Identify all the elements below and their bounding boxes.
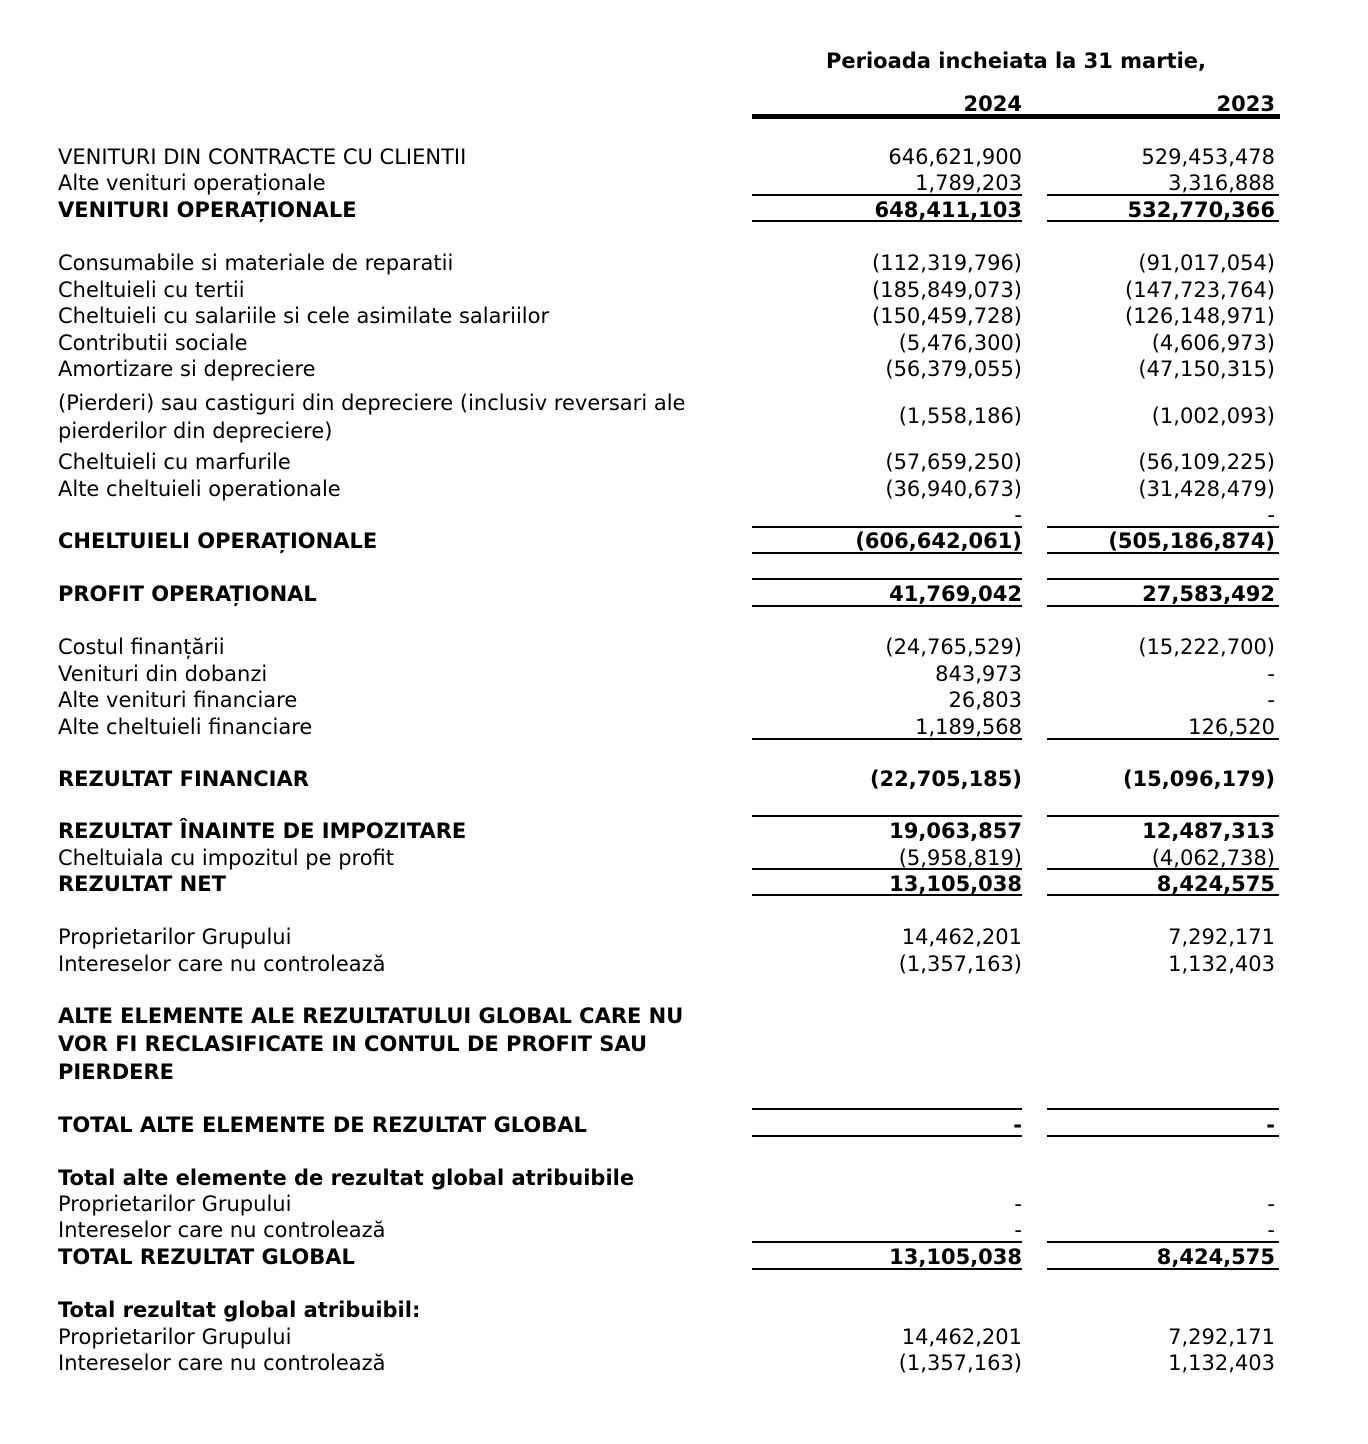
value-2023: 126,520 bbox=[1188, 715, 1275, 739]
row-label: Alte venituri financiare bbox=[58, 688, 298, 712]
value-2024: (24,765,529) bbox=[885, 635, 1022, 659]
rule bbox=[752, 194, 1022, 196]
row-label: Consumabile si materiale de reparatii bbox=[58, 251, 454, 275]
row-label: Alte cheltuieli financiare bbox=[58, 715, 313, 739]
row-label: Costul finanțării bbox=[58, 635, 225, 659]
rule bbox=[752, 1268, 1022, 1270]
rule bbox=[752, 1108, 1022, 1110]
value-2024: 1,189,568 bbox=[915, 715, 1022, 739]
rule bbox=[752, 578, 1022, 580]
rule bbox=[1047, 894, 1279, 896]
row-label: REZULTAT ÎNAINTE DE IMPOZITARE bbox=[58, 819, 467, 843]
row-label: Cheltuieli cu salariile si cele asimilate salariilor bbox=[58, 304, 550, 328]
row-label: VENITURI DIN CONTRACTE CU CLIENTII bbox=[58, 145, 467, 169]
rule bbox=[1047, 738, 1279, 740]
row-label: Amortizare si depreciere bbox=[58, 357, 316, 381]
value-2023: 1,132,403 bbox=[1168, 1351, 1275, 1375]
row-label: TOTAL ALTE ELEMENTE DE REZULTAT GLOBAL bbox=[58, 1113, 587, 1137]
value-2024: (22,705,185) bbox=[869, 767, 1022, 791]
row-label: Intereselor care nu controlează bbox=[58, 952, 386, 976]
value-2024: (56,379,055) bbox=[885, 357, 1022, 381]
value-2023: (15,222,700) bbox=[1138, 635, 1275, 659]
value-2024: (5,476,300) bbox=[898, 331, 1022, 355]
value-2023: (15,096,179) bbox=[1122, 767, 1275, 791]
row-label: PROFIT OPERAȚIONAL bbox=[58, 582, 317, 606]
value-2024: 14,462,201 bbox=[901, 1325, 1022, 1349]
value-2023: (31,428,479) bbox=[1138, 477, 1275, 501]
row-label: Total rezultat global atribuibil: bbox=[58, 1298, 421, 1322]
value-2024: (185,849,073) bbox=[872, 278, 1022, 302]
value-2024: - bbox=[1013, 1113, 1022, 1137]
rule bbox=[752, 738, 1022, 740]
rule bbox=[1047, 194, 1279, 196]
value-2024: 13,105,038 bbox=[889, 872, 1022, 896]
rule bbox=[1047, 578, 1279, 580]
year-2024-heading: 2024 bbox=[963, 92, 1022, 116]
value-2024: - bbox=[1014, 1218, 1022, 1242]
value-2023: 12,487,313 bbox=[1142, 819, 1275, 843]
value-2024: 13,105,038 bbox=[889, 1245, 1022, 1269]
rule bbox=[752, 605, 1022, 607]
value-2024: (1,357,163) bbox=[898, 952, 1022, 976]
rule bbox=[1047, 815, 1279, 817]
row-label: Alte cheltuieli operationale bbox=[58, 477, 341, 501]
value-2023: 27,583,492 bbox=[1142, 582, 1275, 606]
value-2023: - bbox=[1267, 503, 1275, 527]
value-2023: - bbox=[1267, 662, 1275, 686]
value-2023: 7,292,171 bbox=[1168, 925, 1275, 949]
row-label: Intereselor care nu controlează bbox=[58, 1351, 386, 1375]
value-2024: (1,558,186) bbox=[898, 404, 1022, 428]
value-2023: (126,148,971) bbox=[1125, 304, 1275, 328]
value-2023: (147,723,764) bbox=[1125, 278, 1275, 302]
rule bbox=[752, 220, 1022, 222]
row-label: (Pierderi) sau castiguri din depreciere (inclusiv reversari ale pierderilor din depreciere) bbox=[58, 391, 686, 443]
rule bbox=[752, 1241, 1022, 1243]
rule bbox=[1047, 1268, 1279, 1270]
value-2024: - bbox=[1014, 503, 1022, 527]
value-2024: (5,958,819) bbox=[898, 846, 1022, 870]
value-2024: 646,621,900 bbox=[888, 145, 1022, 169]
value-2023: (4,606,973) bbox=[1151, 331, 1275, 355]
row-label: Venituri din dobanzi bbox=[58, 662, 268, 686]
value-2023: (1,002,093) bbox=[1151, 404, 1275, 428]
row-label: TOTAL REZULTAT GLOBAL bbox=[58, 1245, 355, 1269]
row-label: Proprietarilor Grupului bbox=[58, 1325, 292, 1349]
rule bbox=[752, 1135, 1022, 1137]
row-label: ALTE ELEMENTE ALE REZULTATULUI GLOBAL CARE NU VOR FI RECLASIFICATE IN CONTUL DE PROFIT SAU PIERDERE bbox=[58, 1004, 684, 1084]
value-2023: (56,109,225) bbox=[1138, 450, 1275, 474]
value-2023: (47,150,315) bbox=[1138, 357, 1275, 381]
value-2024: 26,803 bbox=[948, 688, 1022, 712]
value-2023: 8,424,575 bbox=[1156, 1245, 1275, 1269]
row-label: Contributii sociale bbox=[58, 331, 248, 355]
value-2024: (36,940,673) bbox=[885, 477, 1022, 501]
value-2024: 843,973 bbox=[935, 662, 1022, 686]
value-2023: 532,770,366 bbox=[1127, 198, 1275, 222]
row-label: Intereselor care nu controlează bbox=[58, 1218, 386, 1242]
row-label: Total alte elemente de rezultat global atribuibile bbox=[58, 1166, 635, 1190]
value-2023: 8,424,575 bbox=[1156, 872, 1275, 896]
value-2024: (150,459,728) bbox=[872, 304, 1022, 328]
year-2023-heading: 2023 bbox=[1216, 92, 1275, 116]
rule bbox=[752, 552, 1022, 554]
value-2024: 648,411,103 bbox=[874, 198, 1022, 222]
row-label: Cheltuiala cu impozitul pe profit bbox=[58, 846, 394, 870]
value-2024: 1,789,203 bbox=[915, 171, 1022, 195]
rule bbox=[1047, 1135, 1279, 1137]
rule bbox=[1047, 605, 1279, 607]
value-2023: 529,453,478 bbox=[1141, 145, 1275, 169]
value-2024: 19,063,857 bbox=[889, 819, 1022, 843]
value-2023: (505,186,874) bbox=[1108, 529, 1275, 553]
value-2024: 41,769,042 bbox=[889, 582, 1022, 606]
row-label: Alte venituri operaționale bbox=[58, 171, 326, 195]
rule bbox=[1047, 1108, 1279, 1110]
value-2024: (112,319,796) bbox=[872, 251, 1022, 275]
rule bbox=[752, 868, 1022, 870]
rule bbox=[1047, 868, 1279, 870]
row-label: Proprietarilor Grupului bbox=[58, 1192, 292, 1216]
header-rule bbox=[752, 114, 1280, 119]
value-2023: (91,017,054) bbox=[1138, 251, 1275, 275]
value-2024: 14,462,201 bbox=[901, 925, 1022, 949]
rule bbox=[1047, 1241, 1279, 1243]
value-2023: - bbox=[1267, 688, 1275, 712]
value-2023: - bbox=[1267, 1192, 1275, 1216]
row-label: VENITURI OPERAȚIONALE bbox=[58, 198, 357, 222]
period-heading: Perioada incheiata la 31 martie, bbox=[825, 49, 1207, 73]
row-label: REZULTAT FINANCIAR bbox=[58, 767, 309, 791]
row-label: REZULTAT NET bbox=[58, 872, 226, 896]
value-2024: - bbox=[1014, 1192, 1022, 1216]
row-label: Cheltuieli cu tertii bbox=[58, 278, 245, 302]
value-2023: - bbox=[1266, 1113, 1275, 1137]
row-label: Cheltuieli cu marfurile bbox=[58, 450, 291, 474]
value-2024: (57,659,250) bbox=[885, 450, 1022, 474]
rule bbox=[752, 815, 1022, 817]
row-label: Proprietarilor Grupului bbox=[58, 925, 292, 949]
rule bbox=[752, 894, 1022, 896]
value-2023: - bbox=[1267, 1218, 1275, 1242]
value-2023: (4,062,738) bbox=[1151, 846, 1275, 870]
row-label: CHELTUIELI OPERAȚIONALE bbox=[58, 529, 378, 553]
value-2023: 3,316,888 bbox=[1168, 171, 1275, 195]
value-2023: 1,132,403 bbox=[1168, 952, 1275, 976]
rule bbox=[1047, 220, 1279, 222]
value-2024: (1,357,163) bbox=[898, 1351, 1022, 1375]
value-2024: (606,642,061) bbox=[855, 529, 1022, 553]
value-2023: 7,292,171 bbox=[1168, 1325, 1275, 1349]
rule bbox=[1047, 552, 1279, 554]
